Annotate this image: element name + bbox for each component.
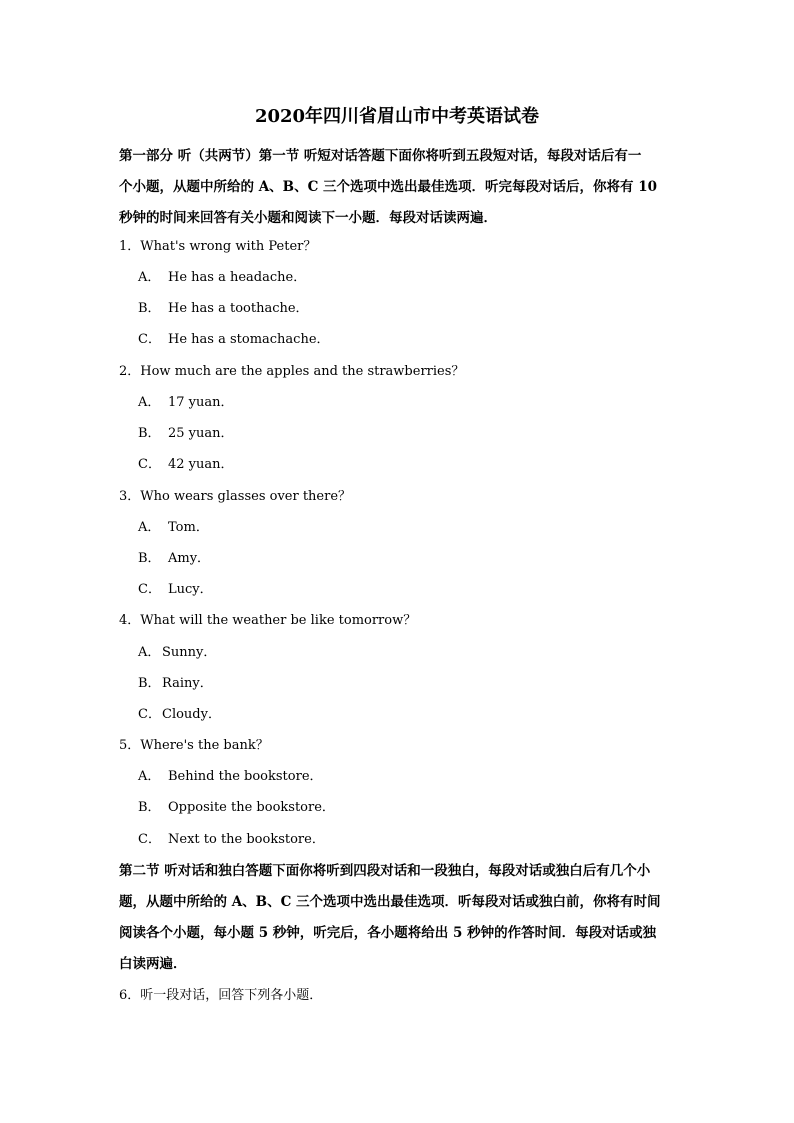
instruction-line: 秒钟的时间来回答有关小题和阅读下一小题．每段对话读两遍． [119, 210, 497, 226]
option-letter: B． [138, 800, 161, 815]
option-text: Cloudy． [162, 707, 221, 722]
question-5-stem: 5．Where's the bank？ [119, 738, 269, 753]
question-3-option-c [138, 580, 213, 600]
option-letter: A． [138, 769, 161, 784]
question-1-option-b [138, 299, 309, 319]
option-text: He has a stomachache． [168, 332, 330, 347]
option-text: 42 yuan． [168, 457, 234, 472]
question-1-option-a [138, 268, 306, 288]
option-text: He has a headache． [168, 270, 307, 285]
option-text: Amy． [168, 551, 211, 566]
question-1-stem: 1．What's wrong with Peter？ [119, 239, 317, 254]
question-2-stem: 2．How much are the apples and the strawberries？ [119, 364, 465, 379]
question-4-option-b [138, 674, 213, 694]
instruction-line: 阅读各个小题，每小题 5 秒钟，听完后，各小题将给出 5 秒钟的作答时间．每段对话或独 [119, 925, 657, 941]
option-text: 17 yuan． [168, 395, 234, 410]
question-3-stem: 3．Who wears glasses over there？ [119, 489, 352, 504]
question-3-option-b [138, 549, 210, 569]
question-4-stem: 4．What will the weather be like tomorrow？ [119, 613, 417, 628]
question-5-option-a [138, 767, 323, 787]
option-letter: B． [138, 426, 161, 441]
option-text: He has a toothache． [168, 301, 309, 316]
option-letter: C． [138, 832, 161, 847]
option-text: 25 yuan． [168, 426, 234, 441]
part2-instructions [119, 856, 679, 980]
option-letter: C． [138, 582, 161, 597]
option-text: Sunny． [162, 645, 217, 660]
option-text: Opposite the bookstore． [168, 800, 335, 815]
option-letter: C． [138, 457, 161, 472]
instruction-line: 白读两遍． [119, 956, 187, 972]
option-text: Next to the bookstore． [168, 832, 325, 847]
question-6-stem: 6．听一段对话，回答下列各小题． [119, 988, 323, 1003]
option-text: Behind the bookstore． [168, 769, 323, 784]
page-title: 2020年四川省眉山市中考英语试卷 [254, 106, 540, 127]
option-letter: A． [138, 520, 161, 535]
option-letter: B． [138, 551, 161, 566]
option-letter: A． [138, 270, 161, 285]
question-5-option-b [138, 798, 335, 818]
question-2-option-c [138, 455, 234, 475]
instruction-line: 第二节 听对话和独白答题下面你将听到四段对话和一段独白，每段对话或独白后有几个小 [119, 863, 651, 879]
question-2-option-b [138, 424, 234, 444]
instruction-line: 题，从题中所给的 A、B、C 三个选项中选出最佳选项．听每段对话或独白前，你将有时间 [119, 894, 661, 910]
part1-instructions [119, 141, 679, 234]
option-letter: C． [138, 707, 161, 722]
question-4-option-a [138, 643, 216, 663]
option-letter: A． [138, 645, 161, 660]
option-letter: A． [138, 395, 161, 410]
question-1-option-c [138, 330, 330, 350]
question-5-option-c [138, 830, 325, 850]
option-letter: B． [138, 301, 161, 316]
instruction-line: 个小题，从题中所给的 A、B、C 三个选项中选出最佳选项．听完每段对话后，你将有 10 [119, 179, 658, 195]
option-letter: C． [138, 332, 161, 347]
instruction-line: 第一部分 听（共两节）第一节 听短对话答题下面你将听到五段短对话，每段对话后有一 [119, 148, 642, 164]
option-text: Lucy． [168, 582, 213, 597]
question-3-option-a [138, 518, 209, 538]
question-2-option-a [138, 393, 234, 413]
option-letter: B． [138, 676, 161, 691]
option-text: Rainy． [162, 676, 213, 691]
option-text: Tom． [168, 520, 209, 535]
question-4-option-c [138, 705, 221, 725]
